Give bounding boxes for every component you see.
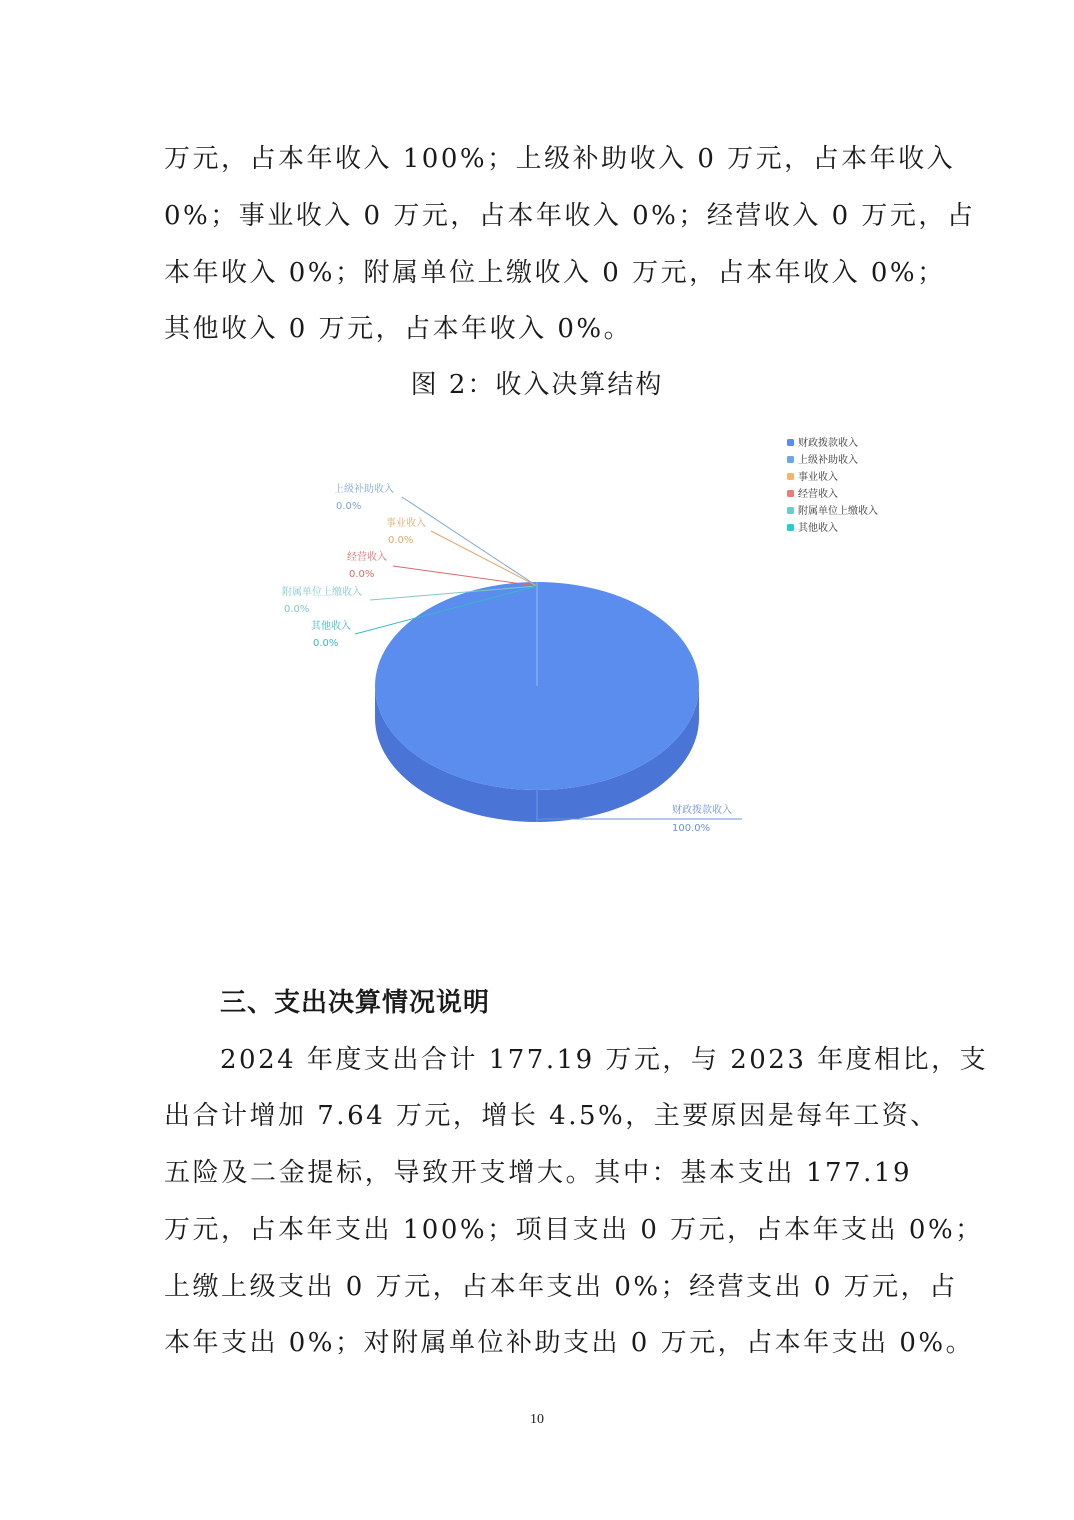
slice-name-label: 财政拨款收入 (672, 805, 732, 816)
slice-value-label: 0.0% (313, 638, 339, 649)
legend-entry: 附属单位上缴收入 (798, 506, 878, 517)
page-number: 10 (530, 1412, 544, 1427)
slice-value-label: 0.0% (284, 604, 310, 615)
leader-line (402, 497, 537, 586)
paragraph-line: 0%；事业收入 0 万元，占本年收入 0%；经营收入 0 万元，占 (164, 201, 976, 231)
paragraph-line: 2024 年度支出合计 177.19 万元，与 2023 年度相比，支 (220, 1045, 989, 1075)
slice-value-label: 0.0% (336, 501, 362, 512)
slice-value-label: 0.0% (388, 535, 414, 546)
slice-value-label: 100.0% (672, 823, 711, 834)
leader-line (393, 566, 537, 586)
paragraph-line: 本年收入 0%；附属单位上缴收入 0 万元，占本年收入 0%； (164, 258, 946, 288)
legend-entry: 财政拨款收入 (798, 438, 858, 449)
legend-swatch (787, 507, 794, 514)
legend-swatch (787, 524, 794, 531)
paragraph-line: 其他收入 0 万元，占本年收入 0%。 (164, 314, 633, 344)
legend-entry: 事业收入 (798, 472, 838, 483)
section-heading: 三、支出决算情况说明 (220, 988, 491, 1018)
paragraph-line: 上缴上级支出 0 万元，占本年支出 0%；经营支出 0 万元，占 (164, 1272, 958, 1302)
pie-body (375, 582, 699, 822)
leader-line (431, 531, 537, 586)
slice-name-label: 上级补助收入 (334, 484, 394, 495)
slice-name-label: 其他收入 (311, 621, 351, 632)
figure-caption: 图 2：收入决算结构 (410, 370, 664, 400)
legend-entry: 上级补助收入 (798, 455, 858, 466)
paragraph-line: 万元，占本年支出 100%；项目支出 0 万元，占本年支出 0%； (164, 1215, 984, 1245)
legend-swatch (787, 456, 794, 463)
slice-value-label: 0.0% (349, 569, 375, 580)
paragraph-line: 万元，占本年收入 100%；上级补助收入 0 万元，占本年收入 (164, 144, 956, 174)
paragraph-line: 本年支出 0%；对附属单位补助支出 0 万元，占本年支出 0%。 (164, 1328, 975, 1358)
paragraph-line: 出合计增加 7.64 万元，增长 4.5%，主要原因是每年工资、 (164, 1101, 939, 1131)
legend-entry: 经营收入 (798, 489, 838, 500)
legend-entry: 其他收入 (798, 523, 838, 534)
slice-name-label: 事业收入 (386, 518, 426, 529)
legend-swatch (787, 439, 794, 446)
slice-name-label: 附属单位上缴收入 (282, 587, 362, 598)
paragraph-line: 五险及二金提标，导致开支增大。其中：基本支出 177.19 (164, 1158, 912, 1188)
legend-swatch (787, 473, 794, 480)
slice-name-label: 经营收入 (347, 552, 387, 563)
chart-legend (787, 436, 878, 534)
legend-swatch (787, 490, 794, 497)
